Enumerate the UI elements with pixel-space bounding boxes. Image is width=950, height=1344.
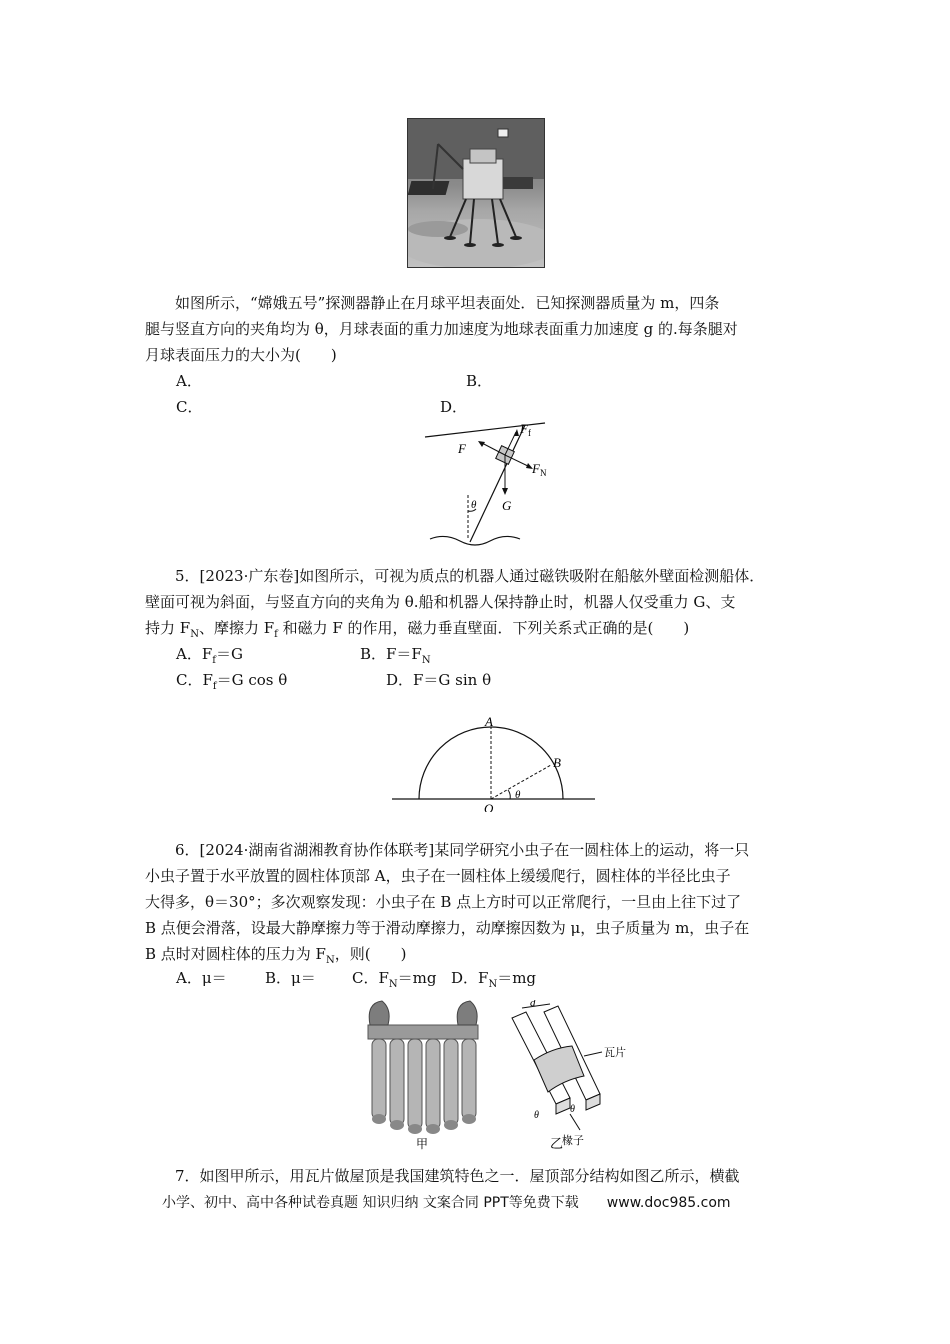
q6-option-b: B．μ＝ [265,969,316,987]
q6-line5: B 点时对圆柱体的压力为 $F_N$，则( ) [145,945,407,966]
label-Ff-sub: f [528,428,531,438]
q5-option-d: D．F＝G sin θ [386,671,492,689]
q5-option-c: C．$F_f=G$ cos θ [176,671,288,692]
q5-line3: 持力 $F_N$、摩擦力 $F_f$ 和磁力 F 的作用，磁力垂直壁面．下列关系式正确的是( ) [145,619,690,640]
semicircle-figure [390,712,600,812]
q4-option-d: D． [440,398,468,416]
q6-line2: 小虫子置于水平放置的圆柱体顶部 A，虫子在一圆柱体上缓缓爬行，圆柱体的半径比虫子 [145,867,731,885]
label-theta-2: θ [570,1104,575,1115]
label-yi: 乙 [550,1137,564,1150]
label-Ff: F [520,421,528,436]
q4-line3: 月球表面压力的大小为( ) [145,346,337,364]
label-theta: θ [515,789,521,801]
lunar-lander-photo [407,118,545,268]
q5-option-b: B．$F=F_N$ [360,645,431,666]
label-theta-1: θ [534,1110,539,1121]
page-footer [162,1192,731,1212]
robot-hull-figure [420,415,550,550]
q5-option-a: A．$F_f=G$ [176,645,243,666]
q6-line4: B 点便会滑落，设最大静摩擦力等于滑动摩擦力，动摩擦因数为 μ，虫子质量为 m，虫子在 [145,919,750,937]
rafter-diagram-figure-yi [500,1000,640,1150]
label-jia: 甲 [416,1137,429,1150]
label-A: A [485,714,493,729]
q6-option-c: C．$F_N=mg$ [352,969,437,990]
q5-line2: 壁面可视为斜面，与竖直方向的夹角为 θ.船和机器人保持静止时，机器人仅受重力 G、支 [145,593,736,611]
label-O: O [484,801,494,812]
q7-line1: 7．如图甲所示，用瓦片做屋顶是我国建筑特色之一．屋顶部分结构如图乙所示，横截 [175,1167,740,1185]
q4-option-b: B． [466,372,493,390]
q4-option-c: C． [176,398,203,416]
label-B: B [553,755,561,770]
label-FN: F [532,461,540,476]
label-chuanzi: 椽子 [562,1134,584,1147]
q5-line1: 5．[2023·广东卷]如图所示，可视为质点的机器人通过磁铁吸附在船舷外壁面检测船体． [175,567,765,585]
q6-line3: 大得多，θ＝30°；多次观察发现：小虫子在 B 点上方时可以正常爬行，一旦由上往下过了 [145,893,742,911]
q4-line2: 腿与竖直方向的夹角均为 θ，月球表面的重力加速度为地球表面重力加速度 g 的.每条腿对 [145,320,738,338]
q6-option-a: A．μ＝ [176,969,227,987]
label-wapian: 瓦片 [604,1046,626,1059]
footer-site-link[interactable]: www.doc985.com [606,1195,731,1211]
roof-tiles-figure-jia [358,995,488,1150]
footer-text: 小学、初中、高中各种试卷真题 知识归纳 文案合同 PPT等免费下载 [162,1195,579,1211]
q4-line1: 如图所示，“嫦娥五号”探测器静止在月球平坦表面处．已知探测器质量为 m，四条 [175,294,720,312]
label-d: d [530,1000,536,1009]
label-G: G [502,498,512,513]
q6-option-d: D．$F_N=mg$ [451,969,537,990]
q4-option-a: A． [176,372,202,390]
label-theta: θ [471,499,477,511]
label-F: F [458,441,466,456]
q6-line1: 6．[2024·湖南省湖湘教育协作体联考]某同学研究小虫子在一圆柱体上的运动，将一只 [175,841,750,859]
label-FN-sub: N [540,468,547,478]
